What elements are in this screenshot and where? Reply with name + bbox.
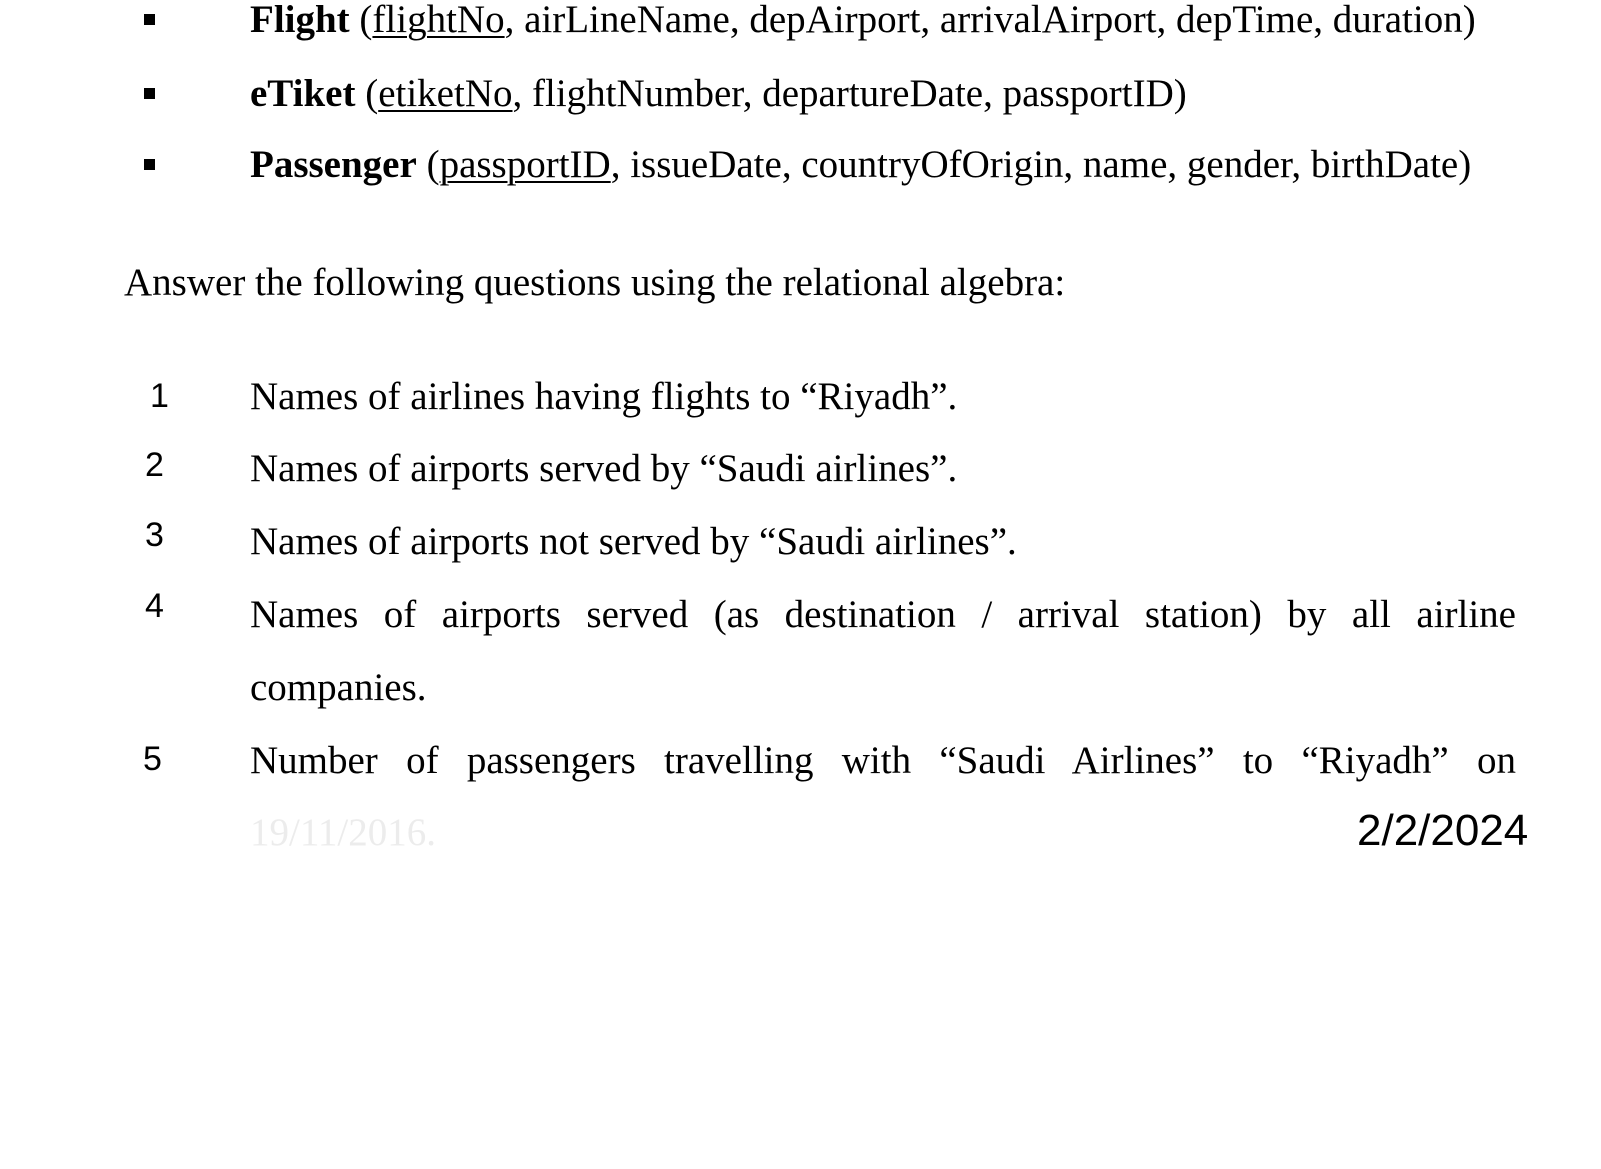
schema-row-etiket (0, 64, 1601, 124)
question-text-line2: companies. (250, 666, 427, 709)
question-text: Names of airports served by “Saudi airlines”. (250, 447, 958, 490)
bullet-square-icon (144, 14, 155, 25)
schema-row-passenger (0, 135, 1601, 195)
question-text: Names of airports not served by “Saudi airlines”. (250, 520, 1017, 563)
open-paren: ( (416, 143, 440, 186)
date-stamp: 2/2/2024 (1357, 806, 1529, 855)
question-number: 4 (145, 587, 164, 625)
relation-name: Flight (250, 0, 350, 41)
schema-row-flight (0, 0, 1601, 50)
relation-name: Passenger (250, 143, 417, 186)
open-paren: ( (349, 0, 373, 41)
bullet-square-icon (144, 88, 155, 99)
question-text-line1: Number of passengers travelling with “Saudi Airlines” to “Riyadh” on (250, 739, 1516, 782)
attribute-list: , airLineName, depAirport, arrivalAirport, depTime, duration) (504, 0, 1476, 41)
attribute-list: , flightNumber, departureDate, passportID) (512, 72, 1187, 115)
relation-name: eTiket (250, 72, 356, 115)
faded-date-text: 19/11/2016. (250, 811, 436, 854)
primary-key: flightNo (372, 0, 505, 41)
question-number: 5 (143, 740, 162, 778)
open-paren: ( (355, 72, 379, 115)
schema-definition (250, 0, 1476, 50)
question-number: 1 (150, 377, 169, 415)
question-number: 2 (145, 446, 164, 484)
schema-definition (250, 64, 1187, 124)
primary-key: passportID (439, 143, 611, 186)
schema-definition (250, 135, 1471, 195)
instructions-text: Answer the following questions using the relational algebra: (124, 261, 1066, 304)
bullet-square-icon (144, 159, 155, 170)
question-number: 3 (145, 516, 164, 554)
question-text-line1: Names of airports served (as destination / arrival station) by all airline (250, 593, 1516, 636)
primary-key: etiketNo (378, 72, 513, 115)
attribute-list: , issueDate, countryOfOrigin, name, gender, birthDate) (610, 143, 1472, 186)
question-text: Names of airlines having flights to “Riyadh”. (250, 375, 958, 418)
